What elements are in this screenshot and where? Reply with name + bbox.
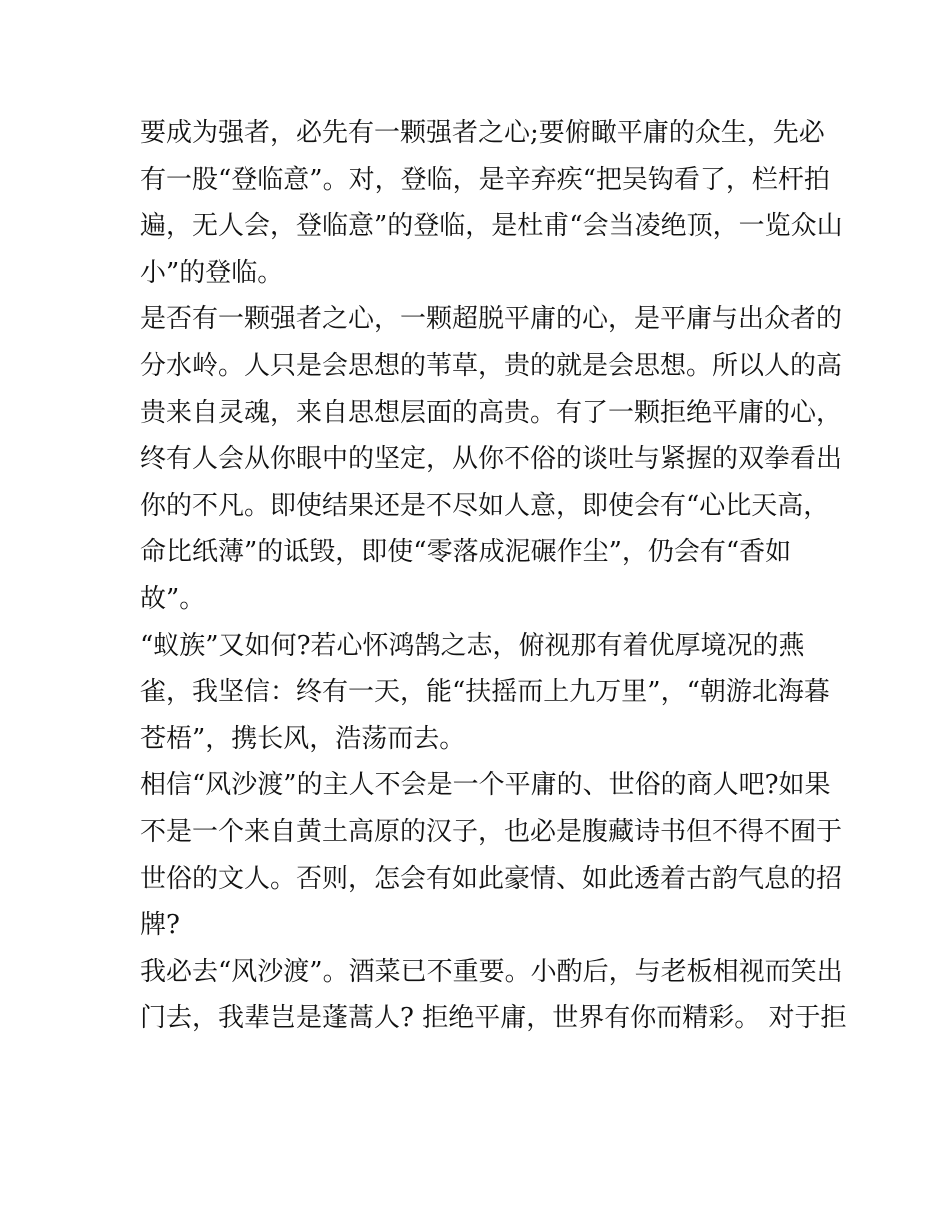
text-line: 牌? xyxy=(140,910,180,941)
text-line: 分水岭。人只是会思想的苇草，贵的就是会思想。所以人的高 xyxy=(140,350,843,381)
text-line: 相信“风沙渡”的主人不会是一个平庸的、世俗的商人吧?如果 xyxy=(140,770,831,801)
text-line: 不是一个来自黄土高原的汉子，也必是腹藏诗书但不得不囿于 xyxy=(140,816,843,847)
text-line: “蚁族”又如何?若心怀鸿鹄之志，俯视那有着优厚境况的燕 xyxy=(140,630,805,661)
text-line: 是否有一颗强者之心，一颗超脱平庸的心，是平庸与出众者的 xyxy=(140,304,843,335)
text-line: 苍梧”，携长风，浩荡而去。 xyxy=(140,723,466,754)
text-line: 遍，无人会，登临意”的登临，是杜甫“会当凌绝顶，一览众山 xyxy=(140,211,843,242)
text-line: 贵来自灵魂，来自思想层面的高贵。有了一颗拒绝平庸的心， xyxy=(140,397,843,428)
text-line: 门去，我辈岂是蓬蒿人? 拒绝平庸，世界有你而精彩。 对于拒 xyxy=(140,1003,847,1034)
text-line: 雀，我坚信：终有一天，能“扶摇而上九万里”，“朝游北海暮 xyxy=(140,677,830,708)
text-line: 我必去“风沙渡”。酒菜已不重要。小酌后，与老板相视而笑出 xyxy=(140,956,843,987)
text-line: 小”的登临。 xyxy=(140,257,284,288)
text-line: 终有人会从你眼中的坚定，从你不俗的谈吐与紧握的双拳看出 xyxy=(140,444,843,475)
text-line: 要成为强者，必先有一颗强者之心;要俯瞰平庸的众生，先必 xyxy=(140,118,825,148)
text-line: 你的不凡。即使结果还是不尽如人意，即使会有“心比天高， xyxy=(140,490,830,521)
text-line: 故”。 xyxy=(140,583,206,614)
text-line: 世俗的文人。否则，怎会有如此豪情、如此透着古韵气息的招 xyxy=(140,863,843,894)
text-line: 命比纸薄”的诋毁，即使“零落成泥碾作尘”，仍会有“香如 xyxy=(140,537,792,568)
document-body xyxy=(140,110,847,1042)
text-line: 有一股“登临意”。对，登临，是辛弃疾“把吴钩看了，栏杆拍 xyxy=(140,164,830,195)
